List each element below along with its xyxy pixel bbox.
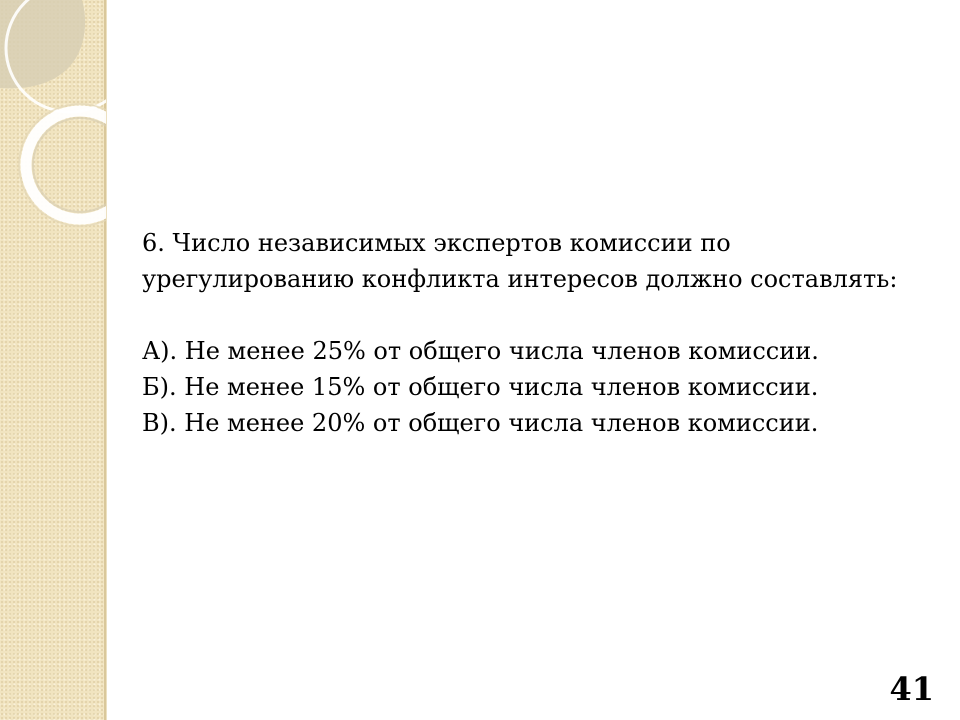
question-block bbox=[142, 225, 922, 441]
answer-option-a: А). Не менее 25% от общего числа членов комиссии. bbox=[142, 337, 819, 365]
answer-option-c: В). Не менее 20% от общего числа членов комиссии. bbox=[142, 409, 819, 437]
page-number: 41 bbox=[889, 670, 934, 708]
question-text: 6. Число независимых экспертов комиссии по урегулированию конфликта интересов должно составлять: bbox=[142, 229, 898, 293]
decorative-ring-medium bbox=[26, 111, 106, 219]
side-panel-border-highlight bbox=[106, 0, 107, 720]
decorative-rings bbox=[0, 0, 106, 260]
answer-option-b: Б). Не менее 15% от общего числа членов комиссии. bbox=[142, 373, 819, 401]
